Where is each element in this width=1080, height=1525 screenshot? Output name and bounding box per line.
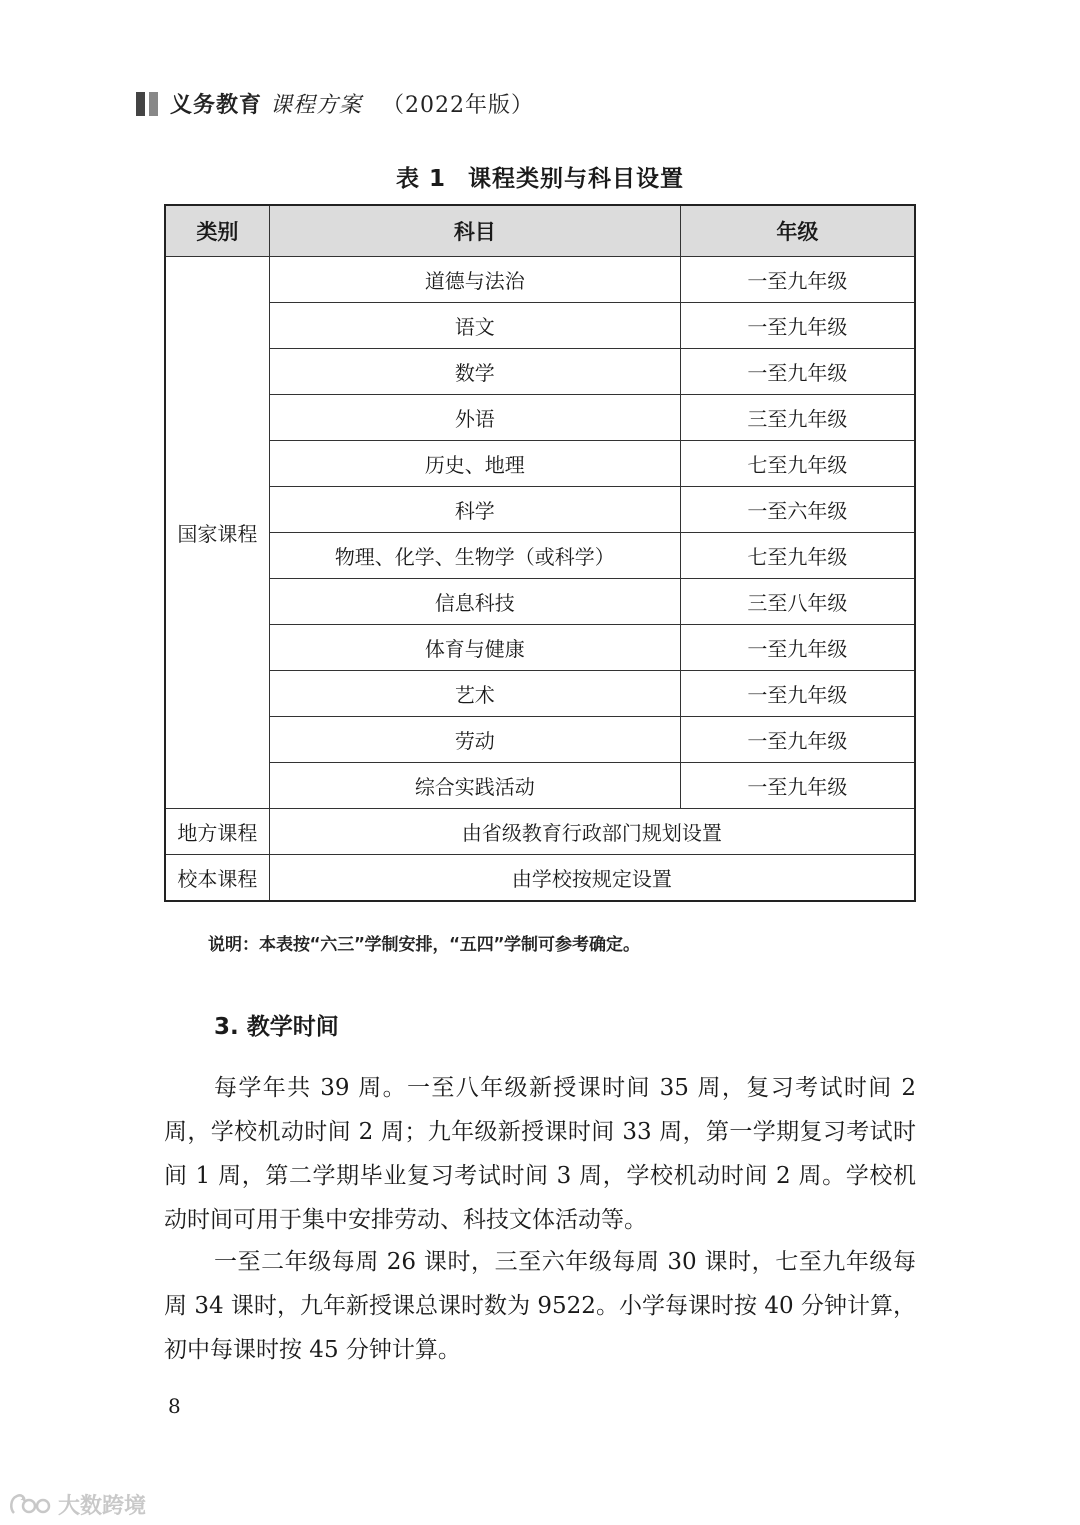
- table-row-school: [165, 855, 915, 902]
- paragraph: 每学年共 39 周。一至八年级新授课时间 35 周，复习考试时间 2 周，学校机动时间 2 周；九年级新授课时间 33 周，第一学期复习考试时间 1 周，第二学期毕业复习考试时间 3 周，学校机动时间 2 周。学校机动时间可用于集中安排劳动、科技文体活动等。: [164, 1075, 916, 1233]
- grade-cell: 一至九年级: [680, 303, 915, 349]
- header-bars-icon: [136, 92, 158, 116]
- table-row: [165, 763, 915, 809]
- table-row: [165, 487, 915, 533]
- subject-cell: 科学: [269, 487, 680, 533]
- table-row: [165, 257, 915, 303]
- svg-text:1: 1: [20, 1493, 25, 1502]
- running-header: [136, 88, 534, 119]
- table-header-row: [165, 205, 915, 257]
- table-row: [165, 303, 915, 349]
- table-note: 说明：本表按“六三”学制安排，“五四”学制可参考确定。: [208, 935, 640, 955]
- grade-cell: 一至九年级: [680, 763, 915, 809]
- table-row-local: [165, 809, 915, 855]
- grade-cell: 一至九年级: [680, 717, 915, 763]
- table-row: [165, 625, 915, 671]
- table-row: [165, 441, 915, 487]
- table-row: [165, 579, 915, 625]
- grade-cell: 一至九年级: [680, 349, 915, 395]
- header-title: 课程方案: [270, 93, 363, 118]
- subject-cell: 语文: [269, 303, 680, 349]
- subject-cell: 物理、化学、生物学（或科学）: [269, 533, 680, 579]
- local-content-cell: 由省级教育行政部门规划设置: [269, 809, 915, 855]
- table-row: [165, 349, 915, 395]
- watermark: [8, 1489, 146, 1520]
- grade-cell: 一至六年级: [680, 487, 915, 533]
- subject-cell: 外语: [269, 395, 680, 441]
- school-content-cell: 由学校按规定设置: [269, 855, 915, 902]
- header-series: 义务教育: [170, 93, 263, 118]
- category-cell-national: 国家课程: [165, 257, 269, 809]
- watermark-text: 大数跨境: [58, 1494, 147, 1519]
- table-caption-title: 课程类别与科目设置: [468, 166, 684, 192]
- section-heading: 3. 教学时间: [214, 1014, 339, 1040]
- table-row: [165, 395, 915, 441]
- grade-cell: 三至九年级: [680, 395, 915, 441]
- table-row: [165, 671, 915, 717]
- column-header-subject: 科目: [269, 205, 680, 257]
- subject-cell: 艺术: [269, 671, 680, 717]
- grade-cell: 一至九年级: [680, 671, 915, 717]
- category-cell-school: 校本课程: [165, 855, 269, 902]
- table-row: [165, 717, 915, 763]
- subject-cell: 综合实践活动: [269, 763, 680, 809]
- subject-cell: 信息科技: [269, 579, 680, 625]
- paragraph: 一至二年级每周 26 课时，三至六年级每周 30 课时，七至九年级每周 34 课时，九年新授课总课时数为 9522。小学每课时按 40 分钟计算，初中每课时按 45 分钟计算。: [164, 1249, 916, 1363]
- grade-cell: 三至八年级: [680, 579, 915, 625]
- subject-cell: 劳动: [269, 717, 680, 763]
- grade-cell: 七至九年级: [680, 441, 915, 487]
- table-row: [165, 533, 915, 579]
- table-caption-number: 表 1: [395, 166, 446, 192]
- subject-cell: 道德与法治: [269, 257, 680, 303]
- watermark-logo-icon: [8, 1491, 54, 1519]
- grade-cell: 一至九年级: [680, 257, 915, 303]
- page-number: 8: [168, 1394, 181, 1418]
- grade-cell: 七至九年级: [680, 533, 915, 579]
- table-caption: [0, 160, 1080, 193]
- subject-cell: 数学: [269, 349, 680, 395]
- column-header-grade: 年级: [680, 205, 915, 257]
- column-header-category: 类别: [165, 205, 269, 257]
- subject-cell: 体育与健康: [269, 625, 680, 671]
- grade-cell: 一至九年级: [680, 625, 915, 671]
- table-body: [165, 257, 915, 902]
- header-edition: （2022年版）: [382, 93, 535, 118]
- subject-cell: 历史、地理: [269, 441, 680, 487]
- course-table: [164, 204, 916, 902]
- category-cell-local: 地方课程: [165, 809, 269, 855]
